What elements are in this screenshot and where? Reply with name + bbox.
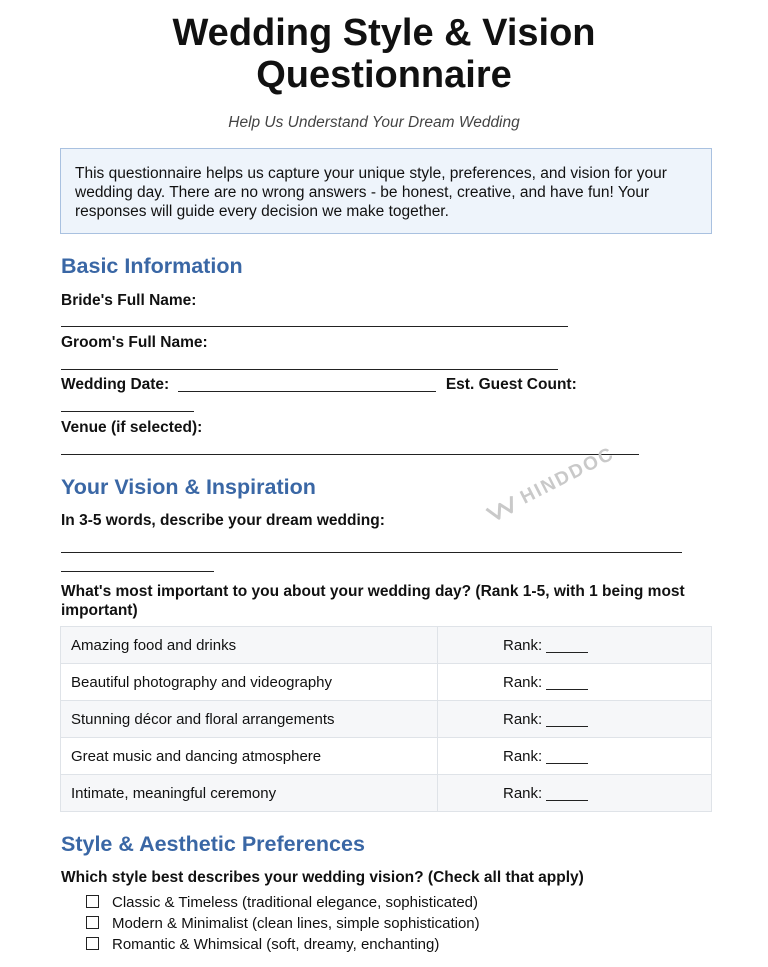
intro-box: This questionnaire helps us capture your unique style, preferences, and vision for your wedding day. There are no wrong answers - be honest, creative, and have fun! Your responses will guide every decision we make together. — [60, 148, 712, 234]
rank-cell — [438, 664, 712, 701]
watermark-logo-icon — [483, 491, 523, 526]
rank-cell — [438, 738, 712, 775]
section-heading-vision: Your Vision & Inspiration — [61, 475, 316, 499]
rank-prefix: Rank: — [503, 636, 543, 654]
checkbox[interactable] — [86, 916, 99, 929]
style-option-label: Romantic & Whimsical (soft, dreamy, enchanting) — [112, 936, 440, 953]
watermark — [483, 442, 619, 526]
rank-blank[interactable] — [546, 712, 588, 727]
rank-row — [61, 627, 712, 664]
rank-blank[interactable] — [546, 675, 588, 690]
section-heading-style: Style & Aesthetic Preferences — [61, 832, 365, 856]
checkbox[interactable] — [86, 895, 99, 908]
groom-name-line[interactable] — [61, 369, 558, 370]
rank-cell — [438, 627, 712, 664]
rank-cell — [438, 701, 712, 738]
style-options-list — [86, 892, 480, 955]
rank-blank[interactable] — [546, 786, 588, 801]
rank-row — [61, 701, 712, 738]
rank-prefix: Rank: — [503, 784, 543, 802]
checkbox[interactable] — [86, 937, 99, 950]
page-title: Wedding Style & Vision Questionnaire — [172, 12, 596, 96]
dream-words-label: In 3-5 words, describe your dream wedding: — [61, 512, 385, 529]
wedding-date-label: Wedding Date: — [61, 376, 170, 393]
bride-name-label: Bride's Full Name: — [61, 292, 197, 309]
rank-question: What's most important to you about your wedding day? (Rank 1-5, with 1 being most important) — [61, 583, 685, 619]
rank-cell — [438, 775, 712, 812]
watermark-text: HINDDOC — [517, 443, 619, 509]
guest-count-label: Est. Guest Count: — [445, 376, 577, 393]
rank-row — [61, 738, 712, 775]
rank-item-label: Great music and dancing atmosphere — [61, 738, 438, 775]
style-option[interactable] — [86, 934, 480, 955]
rank-item-label: Stunning décor and floral arrangements — [61, 701, 438, 738]
rank-item-label: Beautiful photography and videography — [61, 664, 438, 701]
rank-item-label: Amazing food and drinks — [61, 627, 438, 664]
date-guest-row — [61, 376, 577, 394]
section-heading-basic: Basic Information — [61, 254, 243, 278]
venue-label: Venue (if selected): — [61, 419, 203, 436]
rank-prefix: Rank: — [503, 673, 543, 691]
rank-prefix: Rank: — [503, 747, 543, 765]
wedding-date-line[interactable] — [178, 376, 436, 392]
rank-blank[interactable] — [546, 749, 588, 764]
page-subtitle: Help Us Understand Your Dream Wedding — [228, 114, 520, 131]
rank-row — [61, 775, 712, 812]
style-option[interactable] — [86, 892, 480, 913]
style-question: Which style best describes your wedding vision? (Check all that apply) — [61, 869, 584, 886]
groom-name-label: Groom's Full Name: — [61, 334, 208, 351]
rank-blank[interactable] — [546, 638, 588, 653]
venue-line[interactable] — [61, 454, 639, 455]
rank-table — [60, 626, 712, 812]
style-option-label: Modern & Minimalist (clean lines, simple sophistication) — [112, 915, 480, 932]
guest-count-line[interactable] — [61, 411, 194, 412]
rank-row — [61, 664, 712, 701]
dream-words-line-1[interactable] — [61, 552, 682, 553]
rank-item-label: Intimate, meaningful ceremony — [61, 775, 438, 812]
bride-name-line[interactable] — [61, 326, 568, 327]
rank-prefix: Rank: — [503, 710, 543, 728]
style-option-label: Classic & Timeless (traditional elegance, sophisticated) — [112, 894, 478, 911]
style-option[interactable] — [86, 913, 480, 934]
dream-words-line-2[interactable] — [61, 571, 214, 572]
